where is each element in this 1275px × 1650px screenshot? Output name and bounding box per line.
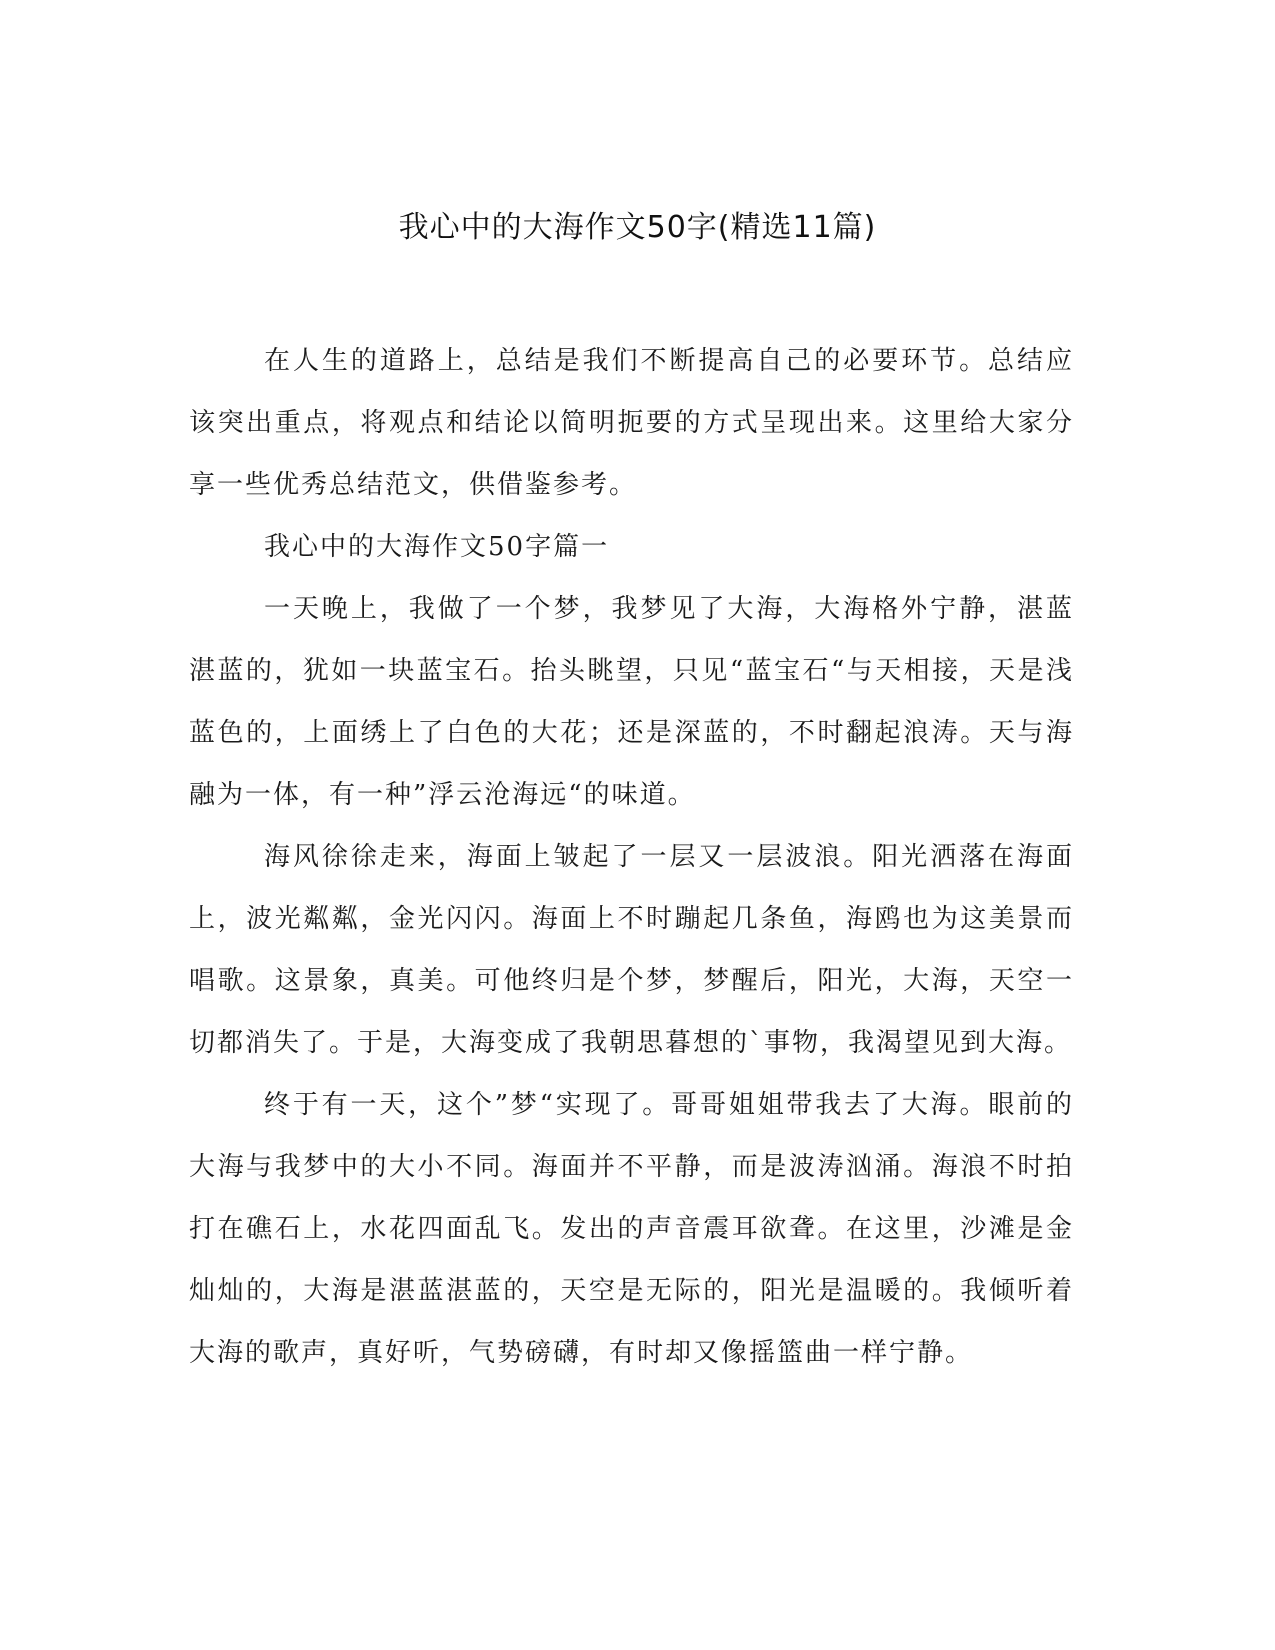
body-paragraph: 终于有一天，这个”梦“实现了。哥哥姐姐带我去了大海。眼前的大海与我梦中的大小不同。海面并不平静，而是波涛汹涌。海浪不时拍打在礁石上，水花四面乱飞。发出的声音震耳欲聋。在这里，沙滩是金灿灿的，大海是湛蓝湛蓝的，天空是无际的，阳光是温暖的。我倾听着大海的歌声，真好听，气势磅礴，有时却又像摇篮曲一样宁静。 — [189, 1090, 1074, 1368]
section-heading: 我心中的大海作文50字篇一 — [264, 532, 610, 562]
body-paragraph: 海风徐徐走来，海面上皱起了一层又一层波浪。阳光洒落在海面上，波光粼粼，金光闪闪。海面上不时蹦起几条鱼，海鸥也为这美景而唱歌。这景象，真美。可他终归是个梦，梦醒后，阳光，大海，天空一切都消失了。于是，大海变成了我朝思暮想的`事物，我渴望见到大海。 — [189, 842, 1074, 1058]
body-paragraph: 一天晚上，我做了一个梦，我梦见了大海，大海格外宁静，湛蓝湛蓝的，犹如一块蓝宝石。抬头眺望，只见“蓝宝石“与天相接，天是浅蓝色的，上面绣上了白色的大花；还是深蓝的，不时翻起浪涛。天与海融为一体，有一种”浮云沧海远“的味道。 — [189, 594, 1074, 810]
document-title: 我心中的大海作文50字(精选11篇) — [398, 210, 877, 245]
document-body — [189, 330, 1074, 1384]
intro-paragraph: 在人生的道路上，总结是我们不断提高自己的必要环节。总结应该突出重点，将观点和结论以简明扼要的方式呈现出来。这里给大家分享一些优秀总结范文，供借鉴参考。 — [189, 346, 1074, 500]
